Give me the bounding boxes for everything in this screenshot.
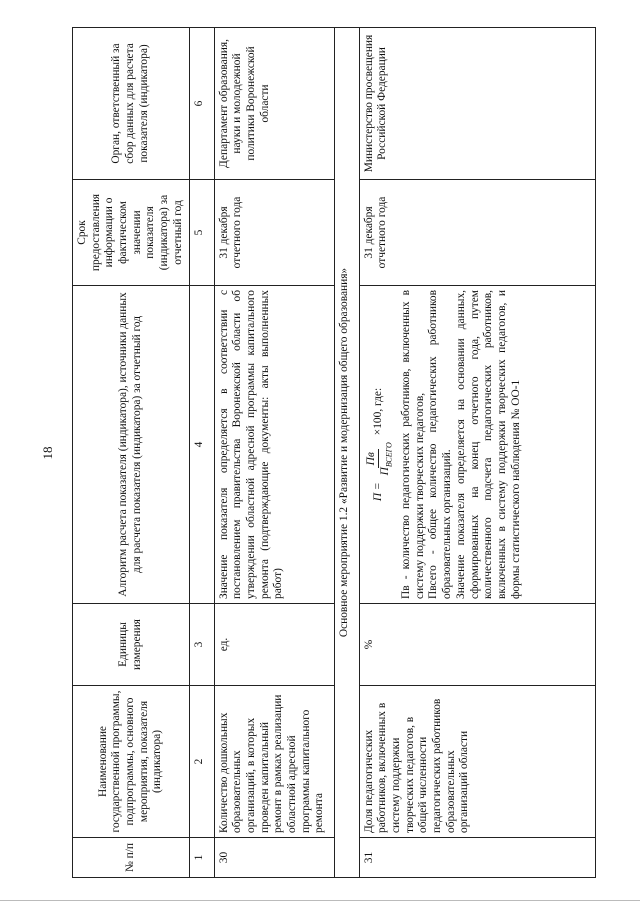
indicator-name: Количество дошкольных образовательных организаций, в которых проведен капитальный ремонт в рамках реализации областной адресной программы капитального ремонта: [214, 686, 334, 838]
formula: [365, 290, 395, 599]
header-deadline: Срок предоставления информации о фактическом значении показателя (индикатора) за отчетный год: [73, 180, 190, 286]
formula-lhs: П =: [372, 482, 385, 502]
header-name: Наименование государственной программы, подпрограммы, основного мероприятия, показателя (индикатора): [73, 686, 190, 838]
algorithm-line: Значение показателя определяется на основании данных, сформированных на конец отчетного года, путем количественного подсчета педагогических работников, включенных в систему поддержки творческих педагогов, и формы статистического наблюдения № ОО-1: [454, 290, 522, 599]
algorithm-line: Пв - количество педагогических работников, включенных в систему поддержки творческих педагогов,: [400, 290, 426, 599]
formula-denominator: [379, 439, 394, 478]
row-number: 30: [214, 838, 334, 878]
col-number: 5: [189, 180, 214, 286]
table-row-30: [214, 28, 334, 878]
indicator-name: Доля педагогических работников, включенных в систему поддержки творческих педагогов, в общей численности педагогических работников образовательных организаций области: [359, 686, 596, 838]
deadline-cell: 31 декабря отчетного года: [359, 180, 596, 286]
unit-cell: ед.: [214, 604, 334, 686]
organ-cell: Министерство просвещения Российской Федерации: [359, 28, 596, 180]
col-number: 2: [189, 686, 214, 838]
table-row-31: [359, 28, 596, 878]
formula-den-main: П: [379, 467, 392, 476]
formula-fraction: [365, 439, 395, 478]
formula-den-sub: ВСЕГО: [384, 442, 394, 468]
col-number: 6: [189, 28, 214, 180]
row-number: 31: [359, 838, 596, 878]
section-row: [334, 28, 359, 878]
header-num: № п/п: [73, 838, 190, 878]
indicator-table: [72, 27, 596, 878]
rotated-table-container: [72, 28, 596, 878]
formula-rhs: ×100, где:: [372, 387, 385, 436]
section-title: Основное мероприятие 1.2 «Развитие и модернизация общего образования»: [334, 28, 359, 878]
algorithm-cell: [359, 286, 596, 604]
page-number: 18: [40, 446, 55, 460]
header-organ: Орган, ответственный за сбор данных для расчета показателя (индикатора): [73, 28, 190, 180]
header-algorithm: Алгоритм расчета показателя (индикатора), источники данных для расчета показателя (индикатора) за отчетный год: [73, 286, 190, 604]
organ-cell: Департамент образования, науки и молодежной политики Воронежской области: [214, 28, 334, 180]
algorithm-cell: Значение показателя определяется в соответствии с постановлением правительства Воронежской области об утверждении областной адресной программы капитального ремонта (подтверждающие документы: акты выполненных работ): [214, 286, 334, 604]
col-number: 1: [189, 838, 214, 878]
formula-numerator: Пв: [365, 449, 380, 468]
column-number-row: [189, 28, 214, 878]
header-unit: Единицы измерения: [73, 604, 190, 686]
col-number: 3: [189, 604, 214, 686]
deadline-cell: 31 декабря отчетного года: [214, 180, 334, 286]
page-bottom-line: [0, 900, 640, 901]
header-row: [73, 28, 190, 878]
col-number: 4: [189, 286, 214, 604]
unit-cell: %: [359, 604, 596, 686]
algorithm-line: Пвсего - общее количество педагогических работников образовательных организаций.: [427, 290, 454, 599]
